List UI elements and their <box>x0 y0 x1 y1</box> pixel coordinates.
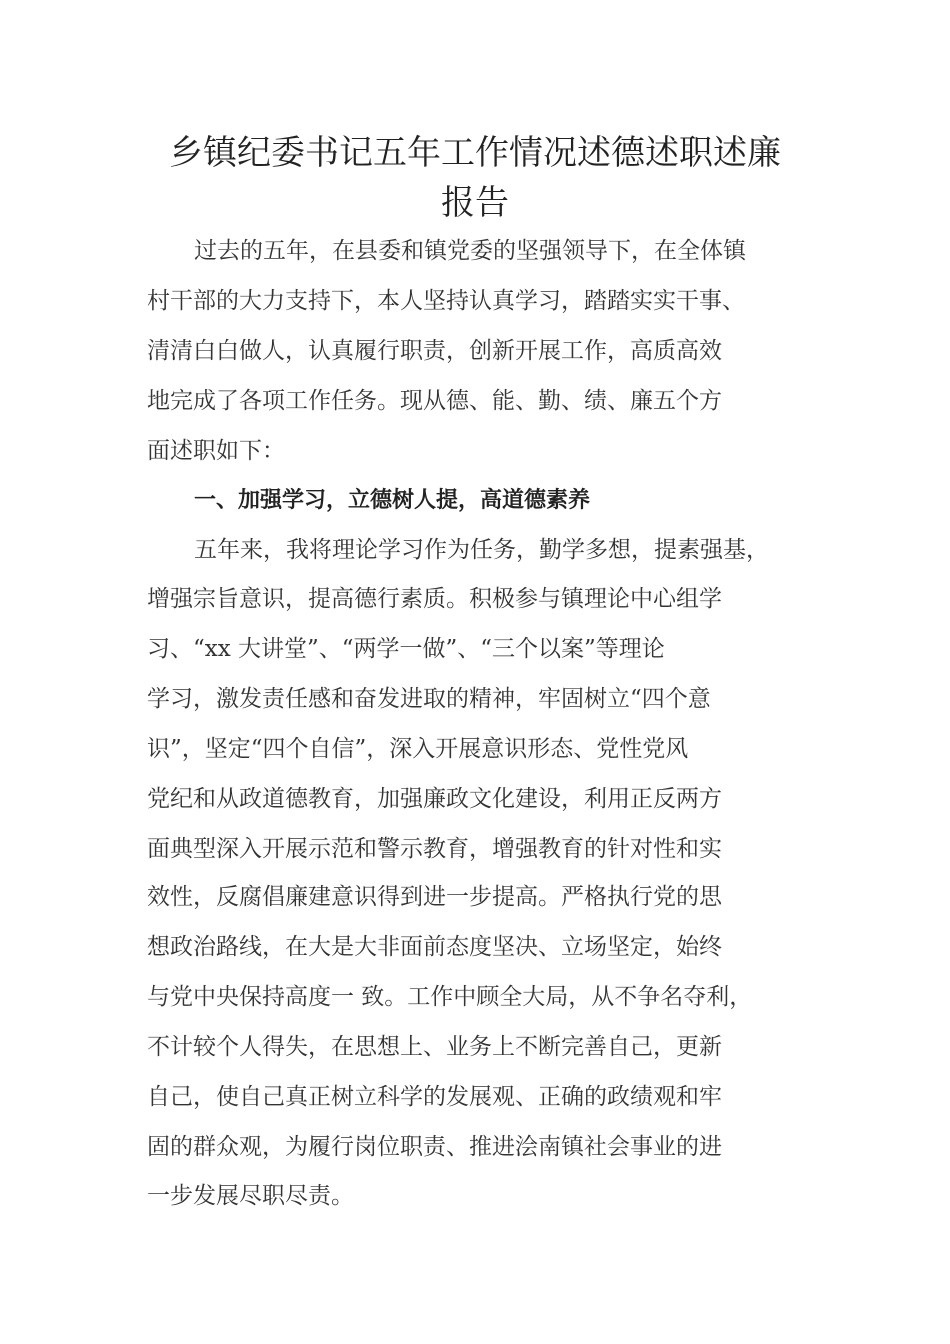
section-paragraph-line: 面典型深入开展示范和警示教育，增强教育的针对性和实 <box>147 836 722 862</box>
section-paragraph-line: 与党中央保持高度一 致。工作中顾全大局，从不争名夺利， <box>147 984 753 1010</box>
intro-paragraph-line: 过去的五年，在县委和镇党委的坚强领导下，在全体镇 <box>194 238 746 264</box>
intro-paragraph-line: 村干部的大力支持下，本人坚持认真学习，踏踏实实干事、 <box>147 288 745 314</box>
section-paragraph-line: 识”，坚定“四个自信”，深入开展意识形态、党性党风 <box>147 736 689 762</box>
section-paragraph-line: 不计较个人得失，在思想上、业务上不断完善自己，更新 <box>147 1034 722 1060</box>
section-paragraph-line: 学习，激发责任感和奋发进取的精神，牢固树立“四个意 <box>147 686 711 712</box>
section-paragraph-line: 增强宗旨意识，提高德行素质。积极参与镇理论中心组学 <box>147 586 722 612</box>
intro-paragraph-line: 面述职如下： <box>147 438 285 464</box>
section-paragraph-line: 固的群众观，为履行岗位职责、推进浍南镇社会事业的进 <box>147 1134 722 1160</box>
section-paragraph-line: 自己，使自己真正树立科学的发展观、正确的政绩观和牢 <box>147 1084 722 1110</box>
intro-paragraph-line: 地完成了各项工作任务。现从德、能、勤、绩、廉五个方 <box>147 388 722 414</box>
document-title-line-2: 报告 <box>441 183 509 223</box>
section-paragraph-line: 效性，反腐倡廉建意识得到进一步提高。严格执行党的思 <box>147 884 722 910</box>
section-paragraph-line: 习、“xx 大讲堂”、“两学一做”、“三个以案”等理论 <box>147 636 665 662</box>
section-paragraph-line: 一步发展尽职尽责。 <box>147 1183 354 1209</box>
intro-paragraph-line: 清清白白做人，认真履行职责，创新开展工作，高质高效 <box>147 338 722 364</box>
section-paragraph-line: 党纪和从政道德教育，加强廉政文化建设，利用正反两方 <box>147 786 722 812</box>
section-paragraph-line: 想政治路线，在大是大非面前态度坚决、立场坚定，始终 <box>147 934 722 960</box>
document-title-line-1: 乡镇纪委书记五年工作情况述德述职述廉 <box>169 133 781 173</box>
section-paragraph-line: 五年来，我将理论学习作为任务，勤学多想，提素强基， <box>194 537 769 563</box>
section-heading: 一、加强学习，立德树人提，高道德素养 <box>194 488 591 513</box>
